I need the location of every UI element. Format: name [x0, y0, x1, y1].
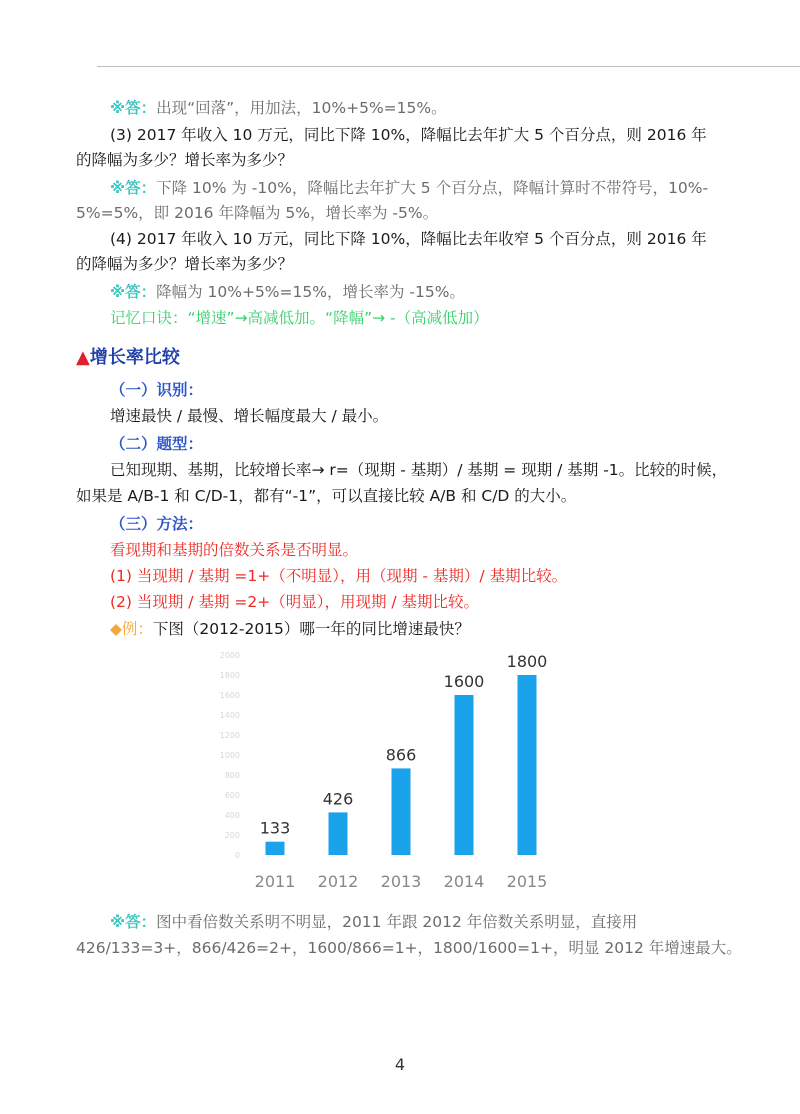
section-1-text: 增速最快 / 最慢、增长幅度最大 / 最小。	[110, 407, 389, 425]
mnemonic-line: 记忆口诀：“增速”→高减低加。“降幅”→ -（高减低加）	[110, 309, 489, 327]
y-tick-label: 800	[224, 771, 240, 780]
answer-line-1	[110, 97, 447, 119]
y-tick-label: 1800	[219, 671, 240, 680]
y-tick-label: 600	[224, 791, 240, 800]
final-answer-line-b: 426/133=3+，866/426=2+，1600/866=1+，1800/1600=1+，明显 2012 年增速最大。	[76, 939, 742, 957]
heading-text: 增长率比较	[89, 347, 180, 368]
question-3-line-a: (3) 2017 年收入 10 万元，同比下降 10%，降幅比去年扩大 5 个百分点，则 2016 年	[110, 126, 707, 144]
y-tick-label: 0	[234, 851, 240, 860]
y-tick-label: 1200	[219, 731, 240, 740]
section-2-title: （二）题型：	[110, 435, 204, 453]
answer-4-line	[110, 281, 465, 303]
data-label-2014: 1600	[443, 672, 485, 691]
answer-text: 出现“回落”，用加法，10%+5%=15%。	[156, 99, 447, 117]
data-label-2011: 133	[259, 818, 291, 838]
answer-text: 下降 10% 为 -10%，降幅比去年扩大 5 个百分点，降幅计算时不带符号，10%-	[156, 179, 709, 197]
answer-3-line-b: 5%=5%，即 2016 年降幅为 5%，增长率为 -5%。	[76, 204, 439, 222]
data-label-2013: 866	[385, 745, 417, 765]
example-line	[110, 618, 470, 640]
data-label-2015: 1800	[506, 652, 548, 671]
header-rule	[97, 66, 800, 67]
x-tick-label-2014: 2014	[443, 872, 485, 891]
data-label-2012: 426	[322, 789, 354, 809]
bar-2015	[518, 675, 537, 855]
bar-2013	[392, 768, 411, 855]
section-2-line-a: 已知现期、基期，比较增长率→ r=（现期 - 基期）/ 基期 = 现期 / 基期 -1。比较的时候，	[110, 461, 728, 479]
y-tick-label: 400	[224, 811, 240, 820]
bar-2012	[329, 812, 348, 855]
bar-2011	[266, 842, 285, 855]
y-tick-label: 1000	[219, 751, 240, 760]
page-number: 4	[394, 1055, 406, 1074]
section-heading	[76, 343, 180, 369]
section-3-line-c: (2) 当现期 / 基期 =2+（明显），用现期 / 基期比较。	[110, 593, 480, 611]
answer-text: 降幅为 10%+5%=15%，增长率为 -15%。	[156, 283, 465, 301]
triangle-icon: ▲	[76, 347, 90, 368]
section-2-line-b: 如果是 A/B-1 和 C/D-1，都有“-1”，可以直接比较 A/B 和 C/D 的大小。	[76, 487, 577, 505]
question-3-line-b: 的降幅为多少？增长率为多少？	[76, 151, 294, 169]
example-prefix: ◆例：	[110, 620, 153, 638]
question-4-line-b: 的降幅为多少？增长率为多少？	[76, 255, 294, 273]
bar-2014	[455, 695, 474, 855]
x-tick-label-2015: 2015	[506, 872, 548, 891]
example-text: 下图（2012-2015）哪一年的同比增速最快？	[152, 620, 470, 638]
y-tick-label: 1600	[219, 691, 240, 700]
section-3-line-a: 看现期和基期的倍数关系是否明显。	[110, 541, 359, 559]
section-3-title: （三）方法：	[110, 515, 204, 533]
section-1-title: （一）识别：	[110, 381, 204, 399]
answer-3-line-a	[110, 177, 708, 199]
answer-prefix: ※答：	[110, 179, 157, 197]
answer-text: 图中看倍数关系明不明显，2011 年跟 2012 年倍数关系明显，直接用	[156, 913, 638, 931]
bar-chart	[200, 645, 580, 895]
section-3-line-b: (1) 当现期 / 基期 =1+（不明显），用（现期 - 基期）/ 基期比较。	[110, 567, 568, 585]
question-4-line-a: (4) 2017 年收入 10 万元，同比下降 10%，降幅比去年收窄 5 个百分点，则 2016 年	[110, 230, 707, 248]
x-tick-label-2012: 2012	[317, 872, 359, 891]
x-tick-label-2013: 2013	[380, 872, 422, 891]
final-answer-line-a	[110, 911, 637, 933]
y-tick-label: 200	[224, 831, 240, 840]
y-tick-label: 2000	[219, 651, 240, 660]
y-tick-label: 1400	[219, 711, 240, 720]
answer-prefix: ※答：	[110, 913, 157, 931]
answer-prefix: ※答：	[110, 283, 157, 301]
answer-prefix: ※答：	[110, 99, 157, 117]
x-tick-label-2011: 2011	[254, 872, 296, 891]
